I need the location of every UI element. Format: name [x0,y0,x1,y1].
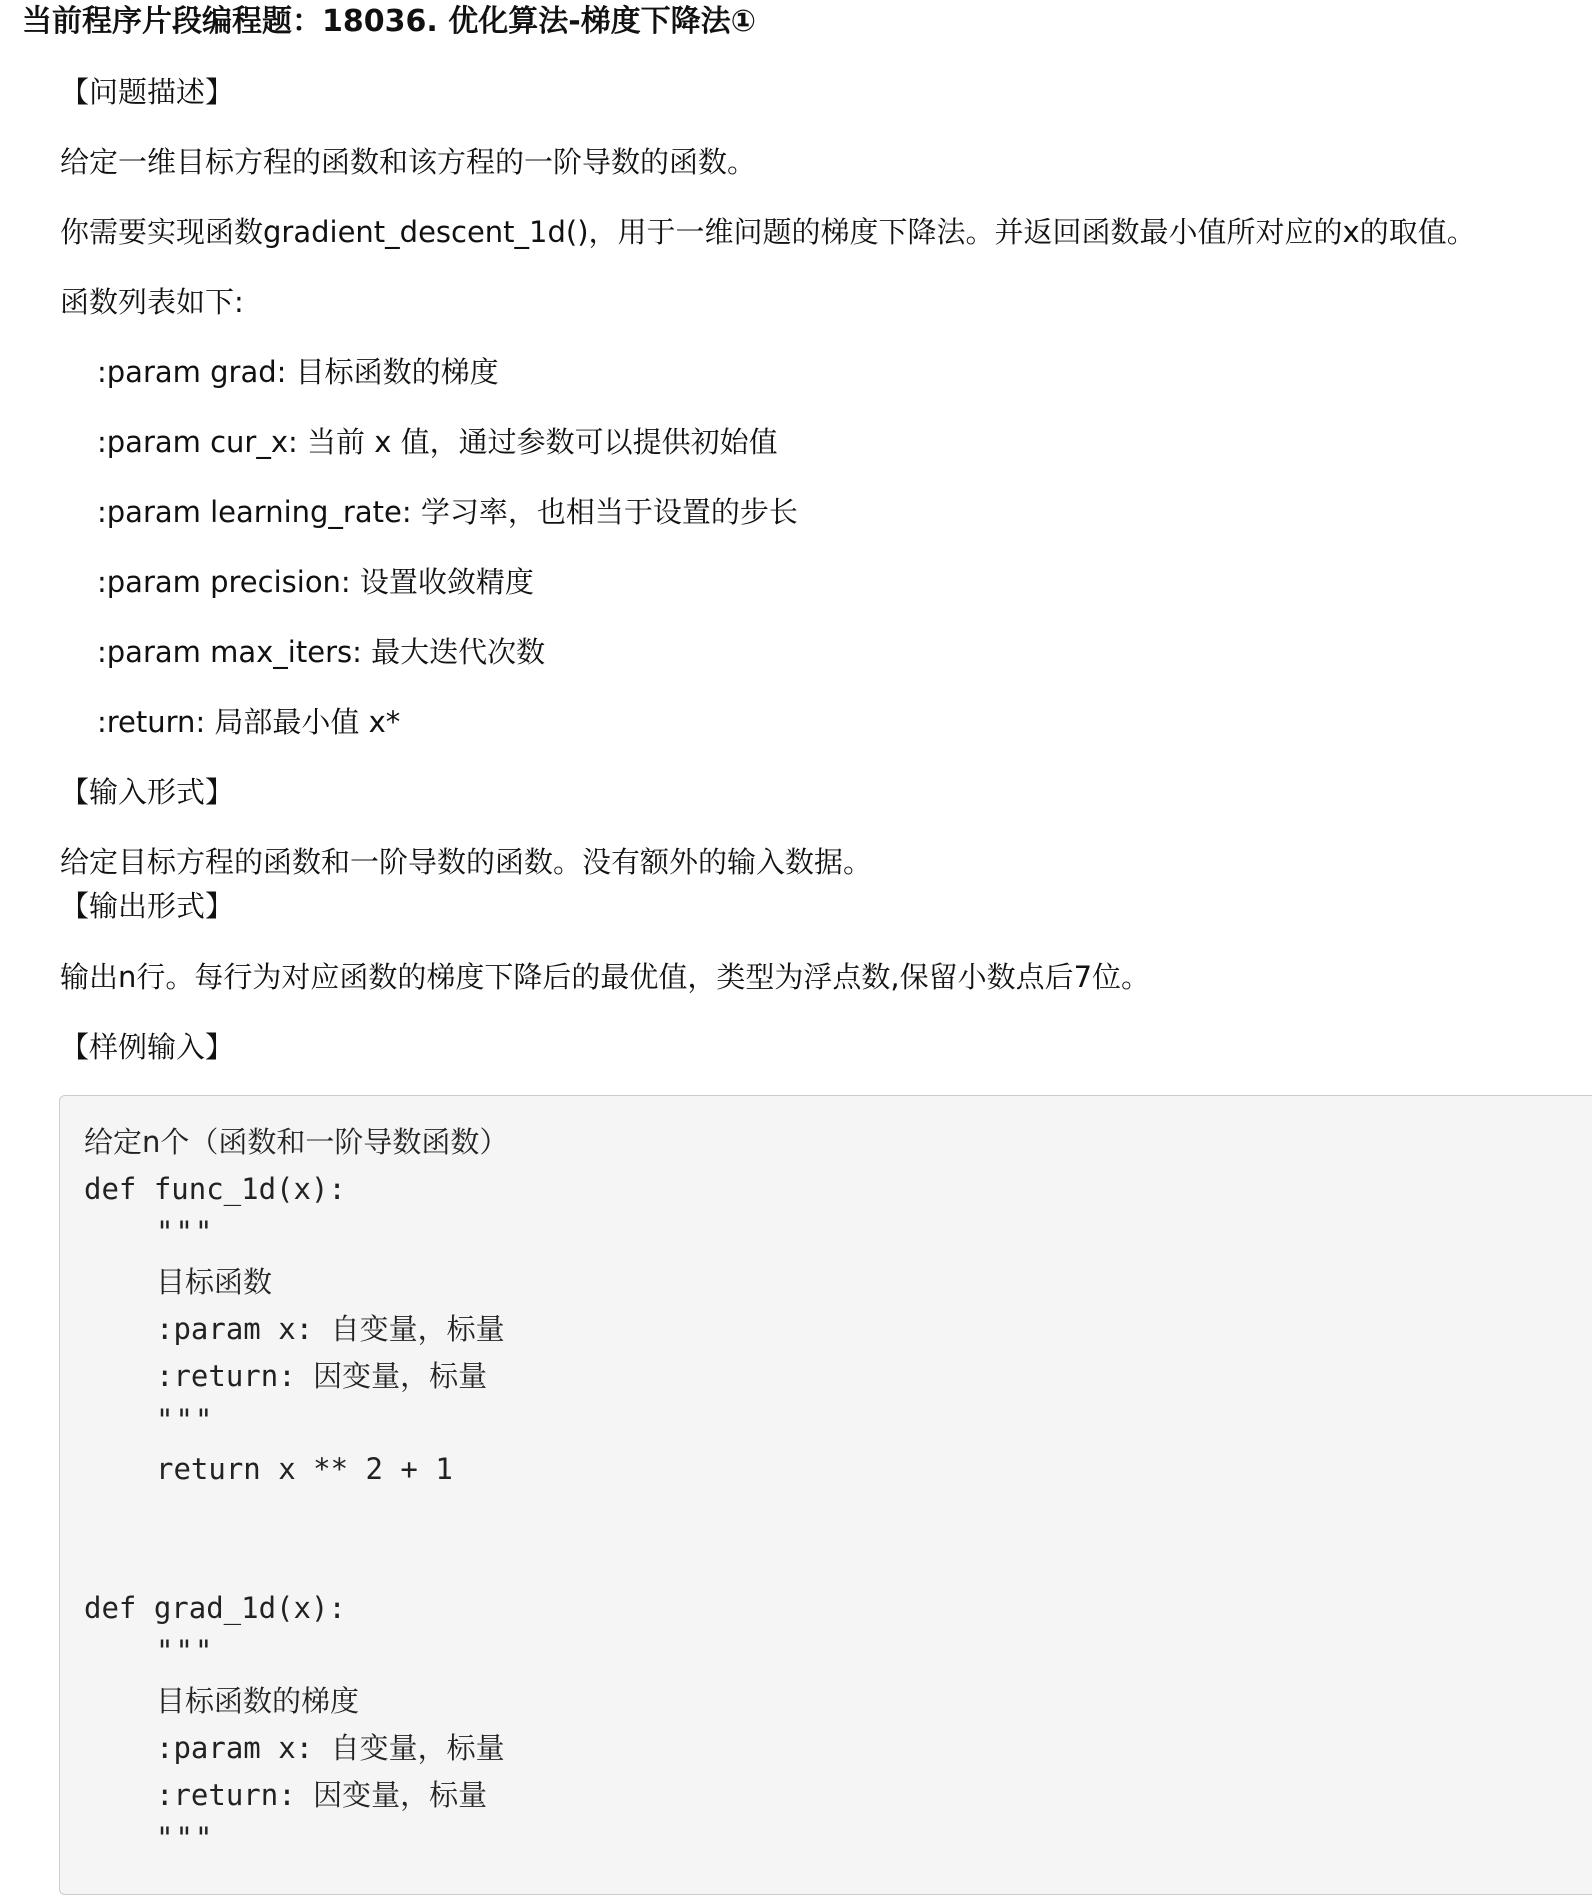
code-grad-def: def grad_1d(x): [84,1591,346,1625]
code-func-def: def func_1d(x): [84,1172,346,1206]
problem-description-heading: 【问题描述】 [60,75,235,109]
problem-description-task: 你需要实现函数gradient_descent_1d()，用于一维问题的梯度下降法。并返回函数最小值所对应的x的取值。 [60,215,1476,249]
code-grad-doc-return: :return: 因变量，标量 [156,1778,488,1812]
page-title: 当前程序片段编程题：18036. 优化算法-梯度下降法① [22,4,757,39]
code-intro: 给定n个（函数和一阶导数函数） [84,1125,509,1159]
output-format-text: 输出n行。每行为对应函数的梯度下降后的最优值，类型为浮点数,保留小数点后7位。 [60,960,1151,994]
code-func-docstring-open: """ [156,1215,215,1249]
param-cur-x: :param cur_x: 当前 x 值，通过参数可以提供初始值 [97,425,778,459]
input-format-heading: 【输入形式】 [60,775,235,809]
problem-description-text: 给定一维目标方程的函数和该方程的一阶导数的函数。 [60,145,757,179]
code-func-doc-return: :return: 因变量，标量 [156,1359,488,1393]
code-func-doc-title: 目标函数 [156,1265,273,1299]
code-grad-docstring-close: """ [156,1821,215,1855]
param-precision: :param precision: 设置收敛精度 [97,565,534,599]
input-format-text: 给定目标方程的函数和一阶导数的函数。没有额外的输入数据。 [60,845,873,879]
param-max-iters: :param max_iters: 最大迭代次数 [97,635,546,669]
code-grad-doc-title: 目标函数的梯度 [156,1684,360,1718]
code-func-docstring-close: """ [156,1403,215,1437]
param-grad: :param grad: 目标函数的梯度 [97,355,499,389]
output-format-heading: 【输出形式】 [60,889,235,923]
code-grad-docstring-open: """ [156,1634,215,1668]
function-list-label: 函数列表如下: [60,285,244,319]
code-grad-doc-param: :param x: 自变量，标量 [156,1731,505,1765]
code-func-return: return x ** 2 + 1 [156,1452,453,1486]
sample-input-heading: 【样例输入】 [60,1030,235,1064]
param-return: :return: 局部最小值 x* [97,705,401,739]
code-func-doc-param: :param x: 自变量，标量 [156,1312,505,1346]
param-learning-rate: :param learning_rate: 学习率，也相当于设置的步长 [97,495,798,529]
